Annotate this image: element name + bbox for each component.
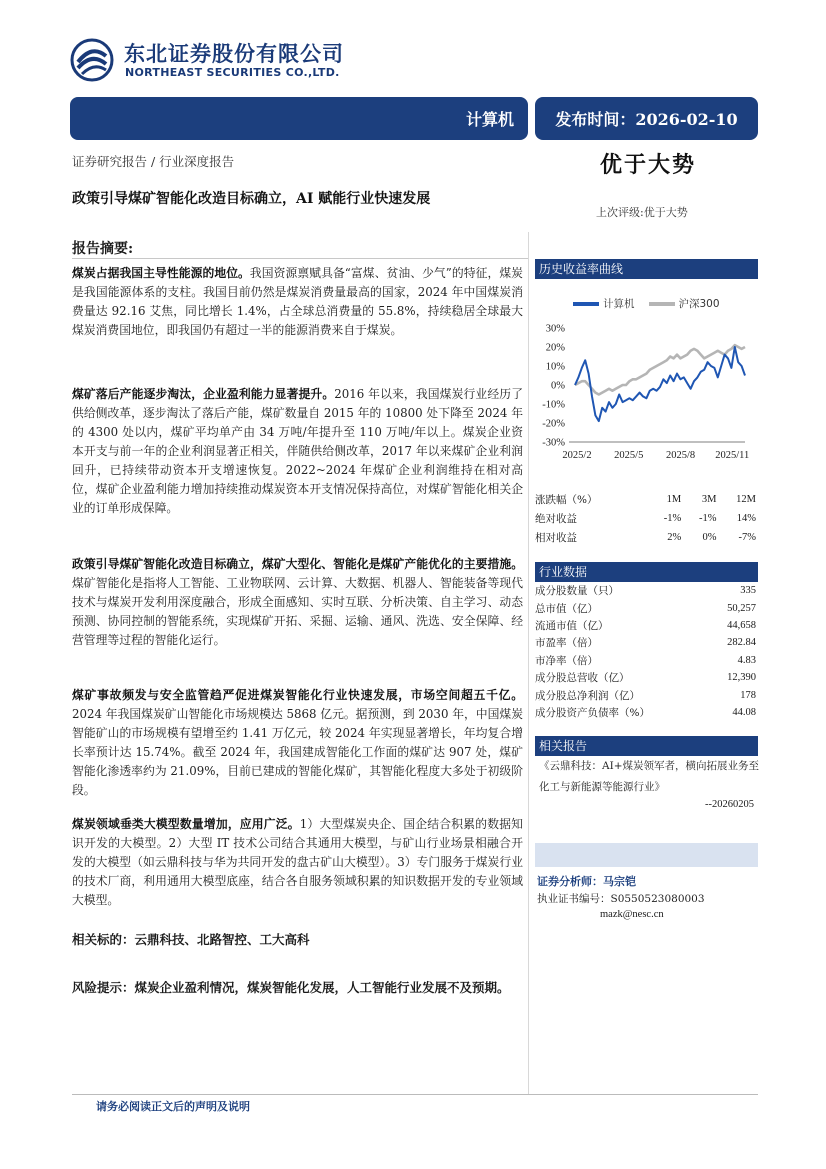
legend-swatch-benchmark bbox=[649, 302, 675, 306]
x-tick-label: 2025/11 bbox=[715, 450, 750, 461]
table-cell: 50,257 bbox=[727, 602, 756, 614]
footer-notice: 请务必阅读正文后的声明及说明 bbox=[96, 1100, 250, 1113]
related-title: 相关报告 bbox=[539, 739, 588, 753]
summary-paragraph-4 bbox=[72, 686, 523, 800]
summary-paragraph-5 bbox=[72, 815, 523, 910]
paragraph-text: 1）大型煤炭央企、国企结合积累的数据知识开发的大模型。2）大型 IT 技术公司结合其通用大模型，与矿山行业场景相融合开发的大模型（如云鼎科技与华为共同开发的盘古矿山大模型）。3）专门服务于煤炭行业的技术厂商，利用通用大模型底座，结合各自服务领域积累的知识数据开发的专业领域大模型。 bbox=[72, 817, 523, 907]
chart-title: 历史收益率曲线 bbox=[539, 262, 624, 276]
y-tick-label: 10% bbox=[545, 361, 565, 373]
industry-title: 行业数据 bbox=[539, 565, 588, 579]
table-row bbox=[535, 582, 758, 599]
legend-label: 计算机 bbox=[603, 298, 635, 310]
table-cell: -1% bbox=[698, 513, 717, 524]
paragraph-lead: 煤炭占据我国主导性能源的地位。 bbox=[72, 266, 250, 280]
sector-label: 计算机 bbox=[465, 110, 514, 129]
table-cell: 0% bbox=[702, 532, 717, 543]
return-chart bbox=[533, 318, 758, 468]
table-cell: 1M bbox=[666, 494, 682, 505]
previous-rating: 上次评级:优于大势 bbox=[596, 206, 688, 219]
column-divider bbox=[528, 232, 529, 1094]
summary-divider bbox=[72, 258, 528, 259]
legend-label: 沪深300 bbox=[678, 298, 720, 310]
company-name-en: NORTHEAST SECURITIES CO.,LTD. bbox=[125, 66, 340, 79]
related-report-date: --20260205 bbox=[705, 799, 754, 810]
publish-date: 发布时间：2026-02-10 bbox=[555, 110, 738, 129]
company-name-cn: 东北证券股份有限公司 bbox=[124, 42, 344, 66]
summary-paragraph-3 bbox=[72, 555, 523, 650]
table-cell: 成分股总营收（亿） bbox=[535, 672, 630, 685]
table-row bbox=[535, 617, 758, 634]
table-row bbox=[535, 509, 758, 528]
table-cell: 相对收益 bbox=[535, 532, 577, 544]
company-logo bbox=[70, 36, 390, 88]
table-row bbox=[535, 652, 758, 669]
sector-band bbox=[70, 97, 528, 140]
table-cell: 282.84 bbox=[727, 637, 756, 649]
table-row bbox=[535, 599, 758, 616]
summary-heading: 报告摘要: bbox=[72, 241, 134, 257]
y-tick-label: -20% bbox=[542, 418, 565, 430]
x-tick-label: 2025/2 bbox=[562, 450, 592, 461]
summary-paragraph-2 bbox=[72, 385, 523, 518]
analyst-email[interactable]: mazk@nesc.cn bbox=[600, 909, 664, 920]
table-cell: 成分股数量（只） bbox=[535, 585, 619, 598]
summary-paragraph-1 bbox=[72, 264, 523, 340]
y-tick-label: -10% bbox=[542, 399, 565, 411]
table-cell: 44.08 bbox=[732, 706, 756, 718]
breadcrumb: 证券研究报告 / 行业深度报告 bbox=[72, 154, 235, 169]
table-cell: 涨跌幅（%） bbox=[535, 494, 598, 506]
y-tick-label: 20% bbox=[545, 342, 565, 354]
chart-section-header bbox=[535, 259, 758, 279]
analyst-cert: 执业证书编号：S0550523080003 bbox=[537, 893, 705, 905]
chart-legend bbox=[573, 296, 720, 311]
paragraph-text: 煤矿智能化是指将人工智能、工业物联网、云计算、大数据、机器人、智能装备等现代技术与煤炭开发利用深度融合，形成全面感知、实时互联、分析决策、自主学习、动态预测、协同控制的智能系统，实现煤矿开拓、采掘、运输、通风、洗选、安全保障、经营管理等过程的智能化运行。 bbox=[72, 576, 523, 647]
paragraph-text: 我国资源禀赋具备“富煤、贫油、少气”的特征，煤炭是我国能源体系的支柱。我国目前仍然是煤炭消费量最高的国家，2024 年中国煤炭消费量达 92.16 艾焦，同比增长 1.4%，占全球总消费量的 55.8%，持续稳居全球最大煤炭消费国地位，即我国仍有超过一半的能源消费来自于煤炭。 bbox=[72, 266, 523, 337]
table-cell: 流通市值（亿） bbox=[535, 619, 609, 632]
related-section-header bbox=[535, 736, 758, 756]
related-report-link[interactable]: 《云鼎科技：AI+煤炭领军者，横向拓展业务至化工与新能源等能源行业》 bbox=[539, 760, 760, 793]
table-cell: 总市值（亿） bbox=[535, 602, 598, 615]
series-line-sector bbox=[575, 347, 745, 421]
legend-item-sector bbox=[573, 296, 635, 311]
x-tick-label: 2025/5 bbox=[614, 450, 644, 461]
legend-item-benchmark bbox=[649, 296, 720, 311]
table-cell: 3M bbox=[701, 494, 717, 505]
rating: 优于大势 bbox=[600, 152, 697, 178]
paragraph-text: 2024 年我国煤炭矿山智能化市场规模达 5868 亿元。据预测，到 2030 年，中国煤炭智能矿山的市场规模有望增至约 1.41 万亿元，较 2024 年实现显著增长，年均复合增长率预计达 15.74%。截至 2024 年，我国建成智能化工作面的煤矿达 907 处，煤矿智能化渗透率约为 21.09%，目前已建成的智能化煤矿，其智能化程度大多处于初级阶段。 bbox=[72, 707, 523, 797]
x-tick-label: 2025/8 bbox=[665, 450, 696, 461]
table-cell: 178 bbox=[740, 689, 756, 701]
table-cell: 335 bbox=[740, 585, 756, 597]
paragraph-lead: 煤矿事故频发与安全监管趋严促进煤炭智能化行业快速发展，市场空间超五千亿。 bbox=[72, 688, 523, 702]
performance-table bbox=[535, 490, 758, 547]
table-cell: 2% bbox=[667, 532, 682, 543]
table-cell: 4.83 bbox=[737, 654, 756, 666]
table-row bbox=[535, 634, 758, 651]
table-cell: 14% bbox=[736, 513, 756, 524]
y-tick-label: 30% bbox=[545, 323, 565, 335]
report-title: 政策引导煤矿智能化改造目标确立，AI 赋能行业快速发展 bbox=[72, 191, 431, 207]
table-row bbox=[535, 686, 758, 703]
table-cell: 12,390 bbox=[727, 672, 756, 684]
analyst-name: 证券分析师：马宗铠 bbox=[537, 875, 636, 888]
table-cell: 市盈率（倍） bbox=[535, 637, 598, 650]
y-tick-label: -30% bbox=[542, 437, 565, 449]
y-tick-label: 0% bbox=[551, 380, 565, 392]
footer-divider bbox=[72, 1094, 758, 1095]
paragraph-lead: 煤炭领域垂类大模型数量增加，应用广泛。 bbox=[72, 817, 300, 831]
publish-date-band bbox=[535, 97, 758, 140]
table-row bbox=[535, 669, 758, 686]
industry-section-header bbox=[535, 562, 758, 582]
paragraph-lead: 政策引导煤矿智能化改造目标确立，煤矿大型化、智能化是煤矿产能优化的主要措施。 bbox=[72, 557, 523, 571]
paragraph-lead: 煤矿落后产能逐步淘汰，企业盈利能力显著提升。 bbox=[72, 387, 335, 401]
table-cell: 成分股资产负债率（%） bbox=[535, 706, 650, 719]
table-row bbox=[535, 528, 758, 547]
table-row bbox=[535, 704, 758, 721]
risk-notice: 风险提示：煤炭企业盈利情况，煤炭智能化发展，人工智能行业发展不及预期。 bbox=[72, 980, 510, 995]
table-cell: -1% bbox=[663, 513, 682, 524]
table-cell: 44,658 bbox=[727, 619, 756, 631]
table-header-row bbox=[535, 490, 758, 509]
industry-table bbox=[535, 582, 758, 721]
logo-mark-icon bbox=[70, 38, 114, 82]
table-cell: -7% bbox=[738, 532, 756, 543]
table-cell: 12M bbox=[736, 494, 756, 505]
table-cell: 绝对收益 bbox=[535, 513, 577, 525]
table-cell: 成分股总净利润（亿） bbox=[535, 689, 640, 702]
legend-swatch-sector bbox=[573, 302, 599, 306]
paragraph-text: 2016 年以来，我国煤炭行业经历了供给侧改革，逐步淘汰了落后产能，煤矿数量自 2015 年的 10800 处下降至 2024 年的 4300 处以内，煤矿平均单产由 34 万吨/年提升至 110 万吨/年以上。煤炭企业资本开支与前一年的企业利润显著正相关，伴随供给侧改革，2017 年以来煤矿企业利润回升，已持续带动资本开支增速恢复。2022~2024 年煤矿企业利润维持在相对高位，煤矿企业盈利能力增加持续推动煤炭资本开支情况保持高位，对煤矿智能化相关企业的订单形成保障。 bbox=[72, 387, 523, 515]
table-cell: 市净率（倍） bbox=[535, 654, 598, 667]
related-stocks: 相关标的：云鼎科技、北路智控、工大高科 bbox=[72, 932, 310, 947]
analyst-bar bbox=[535, 843, 758, 867]
